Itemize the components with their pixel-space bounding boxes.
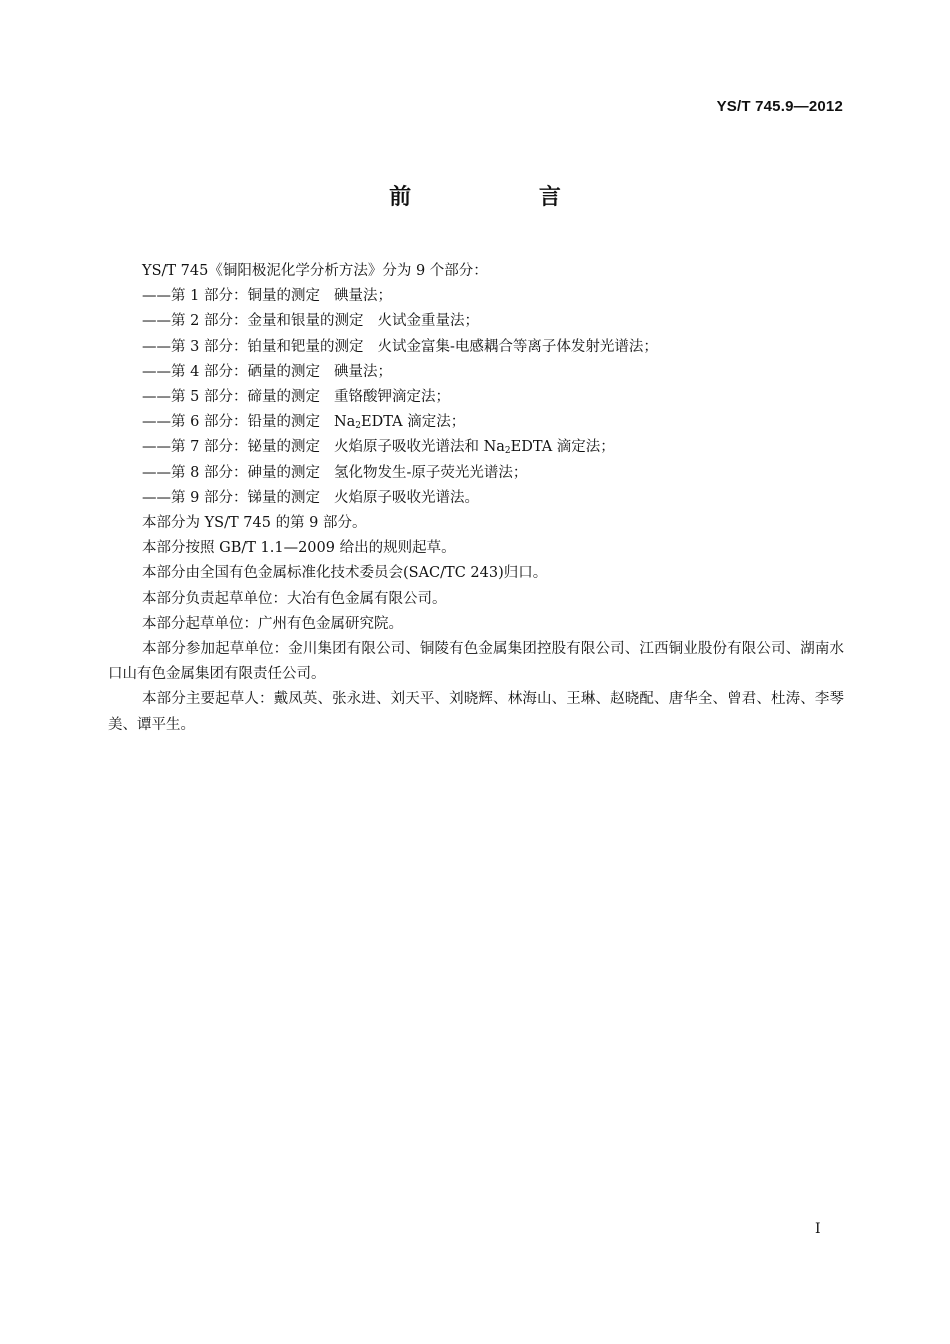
page-title: 前 言 [389, 185, 621, 210]
part-item-3: ——第 3 部分：铂量和钯量的测定 火试金富集-电感耦合等离子体发射光谱法； [142, 338, 658, 355]
standard-code: YS/T 745.9—2012 [716, 98, 843, 115]
page-number: I [815, 1221, 821, 1237]
part-item-9: ——第 9 部分：锑量的测定 火焰原子吸收光谱法。 [142, 489, 479, 506]
paragraph-participating-units: 本部分参加起草单位：金川集团有限公司、铜陵有色金属集团控股有限公司、江西铜业股份有限公司、湖南水口山有色金属集团有限责任公司。 [108, 641, 844, 683]
foreword-body [108, 259, 844, 738]
paragraph-part-number: 本部分为 YS/T 745 的第 9 部分。 [142, 515, 367, 532]
paragraph-drafting-rules: 本部分按照 GB/T 1.1—2009 给出的规则起草。 [142, 540, 456, 557]
intro-paragraph: YS/T 745《铜阳极泥化学分析方法》分为 9 个部分： [142, 263, 488, 279]
part-item-7: ——第 7 部分：铋量的测定 火焰原子吸收光谱法和 $Na_2EDTA$ 滴定法； [142, 439, 615, 457]
part-item-1: ——第 1 部分：铜量的测定 碘量法； [142, 288, 392, 305]
paragraph-responsible-unit: 本部分负责起草单位：大冶有色金属有限公司。 [142, 590, 447, 607]
paragraph-main-drafters: 本部分主要起草人：戴凤英、张永进、刘天平、刘晓辉、林海山、王琳、赵晓配、唐华全、曾君、杜涛、李琴美、谭平生。 [108, 691, 844, 733]
part-item-4: ——第 4 部分：硒量的测定 碘量法； [142, 363, 392, 380]
paragraph-committee: 本部分由全国有色金属标准化技术委员会(SAC/TC 243)归口。 [142, 565, 548, 582]
part-item-5: ——第 5 部分：碲量的测定 重铬酸钾滴定法； [142, 389, 450, 406]
paragraph-drafting-unit: 本部分起草单位：广州有色金属研究院。 [142, 615, 403, 632]
part-item-2: ——第 2 部分：金量和银量的测定 火试金重量法； [142, 313, 479, 330]
part-item-8: ——第 8 部分：砷量的测定 氢化物发生-原子荧光光谱法； [142, 464, 528, 481]
part-item-6: ——第 6 部分：铅量的测定 $Na_2EDTA$ 滴定法； [142, 414, 466, 432]
